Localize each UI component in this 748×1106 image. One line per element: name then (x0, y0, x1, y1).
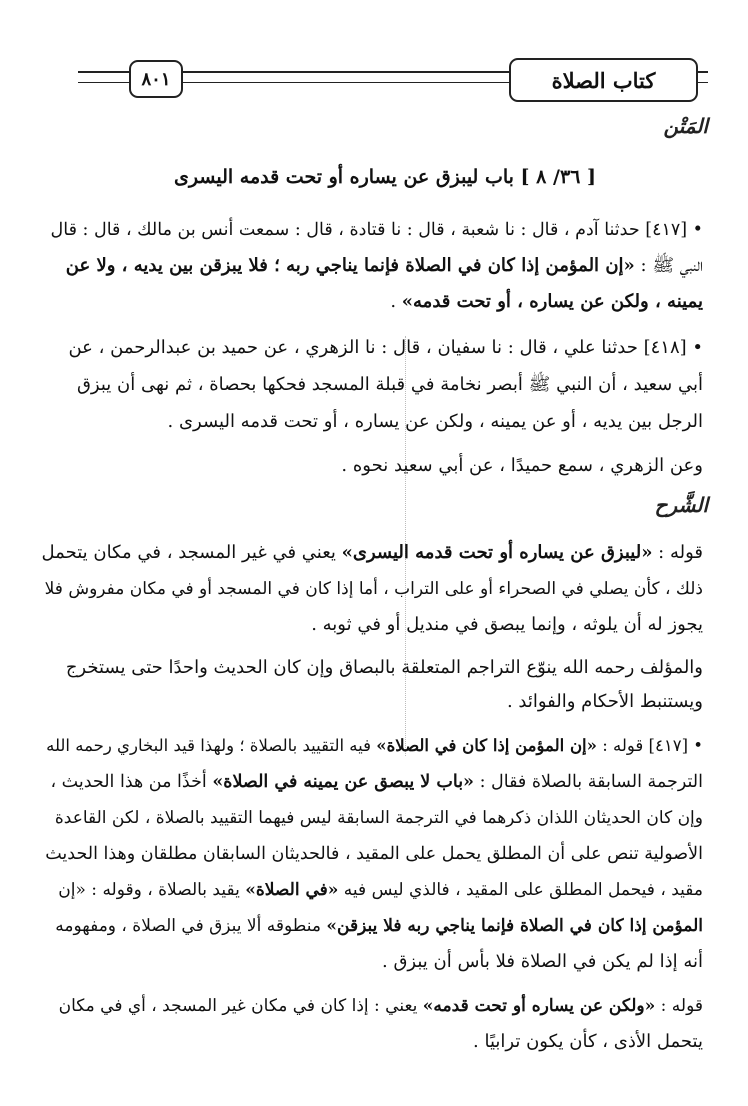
sharh-line: ويستنبط الأحكام والفوائد . (506, 691, 703, 712)
sharh-line: ذلك ، كأن يصلي في الصحراء أو على التراب ، أما إذا كان في المسجد أو في مكان مفروش فلا (44, 579, 703, 599)
header-rule-middle-thin (179, 82, 510, 83)
matn-line: يمينه ، ولكن عن يساره ، أو تحت قدمه» . (390, 291, 703, 312)
header-rule-middle (179, 71, 510, 73)
sharh-line: قوله : «ولكن عن يساره أو تحت قدمه» يعني : إذا كان في مكان غير المسجد ، أي في مكان (58, 996, 703, 1016)
matn-line: النبي ﷺ : «إن المؤمن إذا كان في الصلاة فإنما يناجي ربه ؛ فلا يبزقن بين يديه ، ولا عن (65, 255, 703, 276)
matn-line: • [٤١٧] حدثنا آدم ، قال : نا شعبة ، قال : نا قتادة ، قال : سمعت أنس بن مالك ، قال : قال (50, 220, 703, 240)
chapter-heading: [ ٣٦/ ٨ ] باب ليبزق عن يساره أو تحت قدمه اليسرى (174, 166, 596, 188)
sharh-line: يجوز له أن يلوثه ، وإنما يبصق في منديل أو في ثوبه . (311, 614, 703, 635)
header-rule-left-thin (78, 82, 130, 83)
matn-line: وعن الزهري ، سمع حميدًا ، عن أبي سعيد نحوه . (341, 455, 703, 476)
sharh-line: المؤمن إذا كان في الصلاة فإنما يناجي ربه فلا يبزقن» منطوقه ألا يبزق في الصلاة ، ومفهومه (55, 916, 703, 936)
header-rule-left (78, 71, 130, 73)
matn-label: المَتْن (663, 114, 708, 138)
matn-line: الرجل بين يديه ، أو عن يمينه ، ولكن عن يساره ، أو تحت قدمه اليسرى . (167, 411, 703, 432)
sharh-line: • [٤١٧] قوله : «إن المؤمن إذا كان في الصلاة» فيه التقييد بالصلاة ؛ ولهذا قيد البخاري رحمه الله (46, 736, 703, 755)
page-number: ٨٠١ (129, 60, 183, 98)
sharh-line: مقيد ، فيحمل المطلق على المقيد ، فالذي ليس فيه «في الصلاة» يقيد بالصلاة ، وقوله : «إن (58, 880, 703, 900)
matn-line: أبي سعيد ، أن النبي ﷺ أبصر نخامة في قبلة المسجد فحكها بحصاة ، ثم نهى أن يبزق (76, 374, 703, 395)
sharh-line: الترجمة السابقة بالصلاة فقال : «باب لا يبصق عن يمينه في الصلاة» أخذًا من هذا الحديث ، (50, 772, 703, 792)
matn-line: • [٤١٨] حدثنا علي ، قال : نا سفيان ، قال : نا الزهري ، عن حميد بن عبدالرحمن ، عن (68, 337, 703, 358)
sharh-line: قوله : «ليبزق عن يساره أو تحت قدمه اليسرى» يعني في غير المسجد ، في مكان يتحمل (41, 542, 703, 563)
sharh-line: أنه إذا لم يكن في الصلاة فلا بأس أن يبزق . (382, 951, 703, 972)
sharh-line: الأصولية تنص على أن المطلق يحمل على المقيد ، فالحديثان السابقان مطلقان وهذا الحديث (45, 844, 703, 864)
sharh-line: يتحمل الأذى ، كأن يكون ترابيًا . (473, 1031, 703, 1052)
sharh-line: والمؤلف رحمه الله ينوّع التراجم المتعلقة بالبصاق وإن كان الحديث واحدًا حتى يستخرج (65, 657, 703, 678)
sharh-line: وإن كان الحديثان اللذان ذكرهما في الترجمة السابقة ليس فيهما التقييد بالصلاة ، لكن القاعدة (54, 808, 703, 828)
book-title: كتاب الصلاة (509, 58, 698, 102)
sharh-label: الشَّرح (654, 493, 708, 517)
